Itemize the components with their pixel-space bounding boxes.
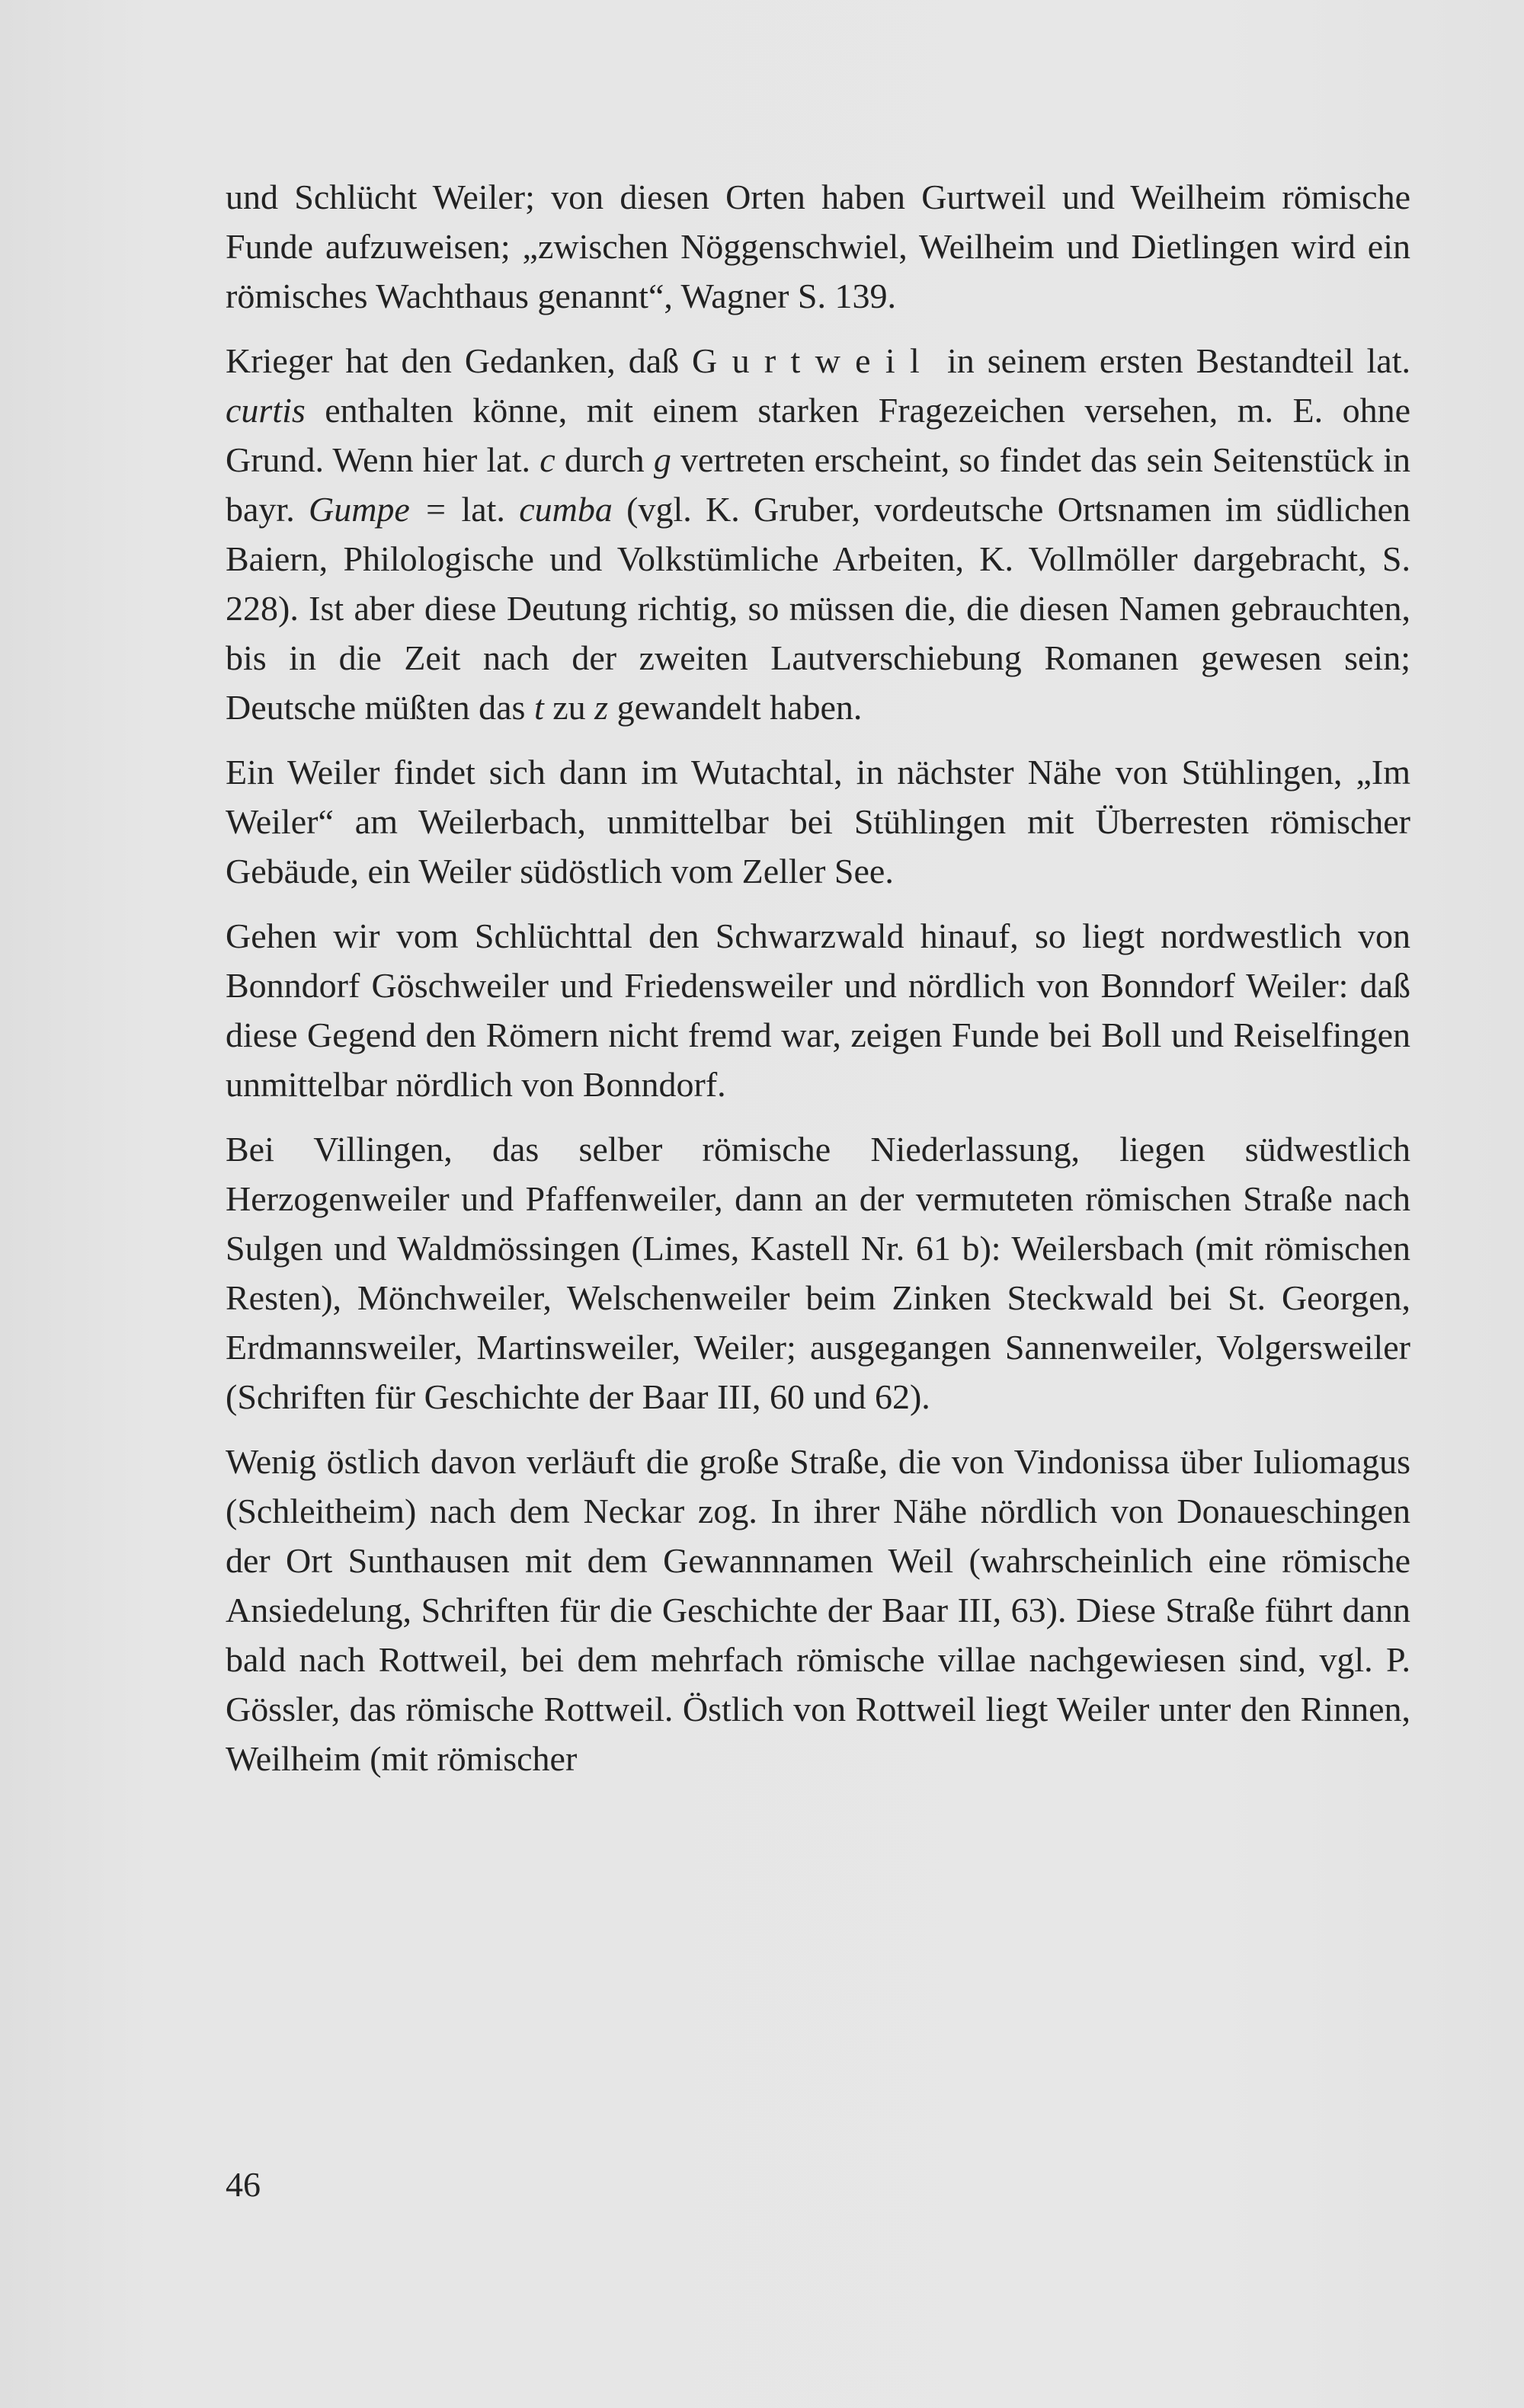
text-run: gewandelt haben. [608,688,863,727]
body-text [226,172,1410,1799]
text-run: lat. [461,490,520,529]
paragraph-4: Gehen wir vom Schlüchttal den Schwarzwald hinauf, so liegt nordwestlich von Bonndorf Göschweiler und Friedensweiler und nördlich von Bonndorf Weiler: daß diese Gegend den Römern nicht fremd war, zeigen Funde bei Boll und Reiselfingen unmittelbar nördlich von Bonndorf. [226,916,1410,1104]
text-run: (vgl. K. Gruber, vordeutsche Ortsnamen im südlichen Baiern, Philologische und Volkstümliche Arbeiten, K. Vollmöller dargebracht, S. 228). Ist aber diese Deutung richtig, so müssen die, die diesen Namen gebrauchten, bis in die Zeit nach der zweiten Lautverschiebung Romanen gewesen sein; Deutsche müßten das [226,490,1410,727]
paragraph-1: und Schlücht Weiler; von diesen Orten haben Gurtweil und Weilheim römische Funde aufzuweisen; „zwischen Nöggenschwiel, Weilheim und Dietlingen wird ein römisches Wachthaus genannt“, Wagner S. 139. [226,177,1410,315]
italic-term: c [539,440,555,479]
italic-term: curtis [226,391,306,430]
text-run: durch [555,440,654,479]
spaced-place-name: Gurtweil [692,341,935,380]
italic-term: g [653,440,671,479]
text-run: in seinem ersten Bestandteil lat. [934,341,1410,380]
paragraph-3: Ein Weiler findet sich dann im Wutachtal, in nächster Nähe von Stühlingen, „Im Weiler“ am Weilerbach, unmittelbar bei Stühlingen mit Überresten römischer Gebäude, ein Weiler südöstlich vom Zeller See. [226,753,1410,891]
paragraph-2 [226,336,1410,732]
text-run: zu [543,688,595,727]
italic-term: cumba [519,490,613,529]
text-run: vertreten erscheint, so findet das sein Seitenstück in bayr. [226,440,1410,529]
paragraph-6: Wenig östlich davon verläuft die große Straße, die von Vindonissa über Iuliomagus (Schleitheim) nach dem Neckar zog. In ihrer Nähe nördlich von Donaueschingen der Ort Sunthausen mit dem Gewannnamen Weil (wahrscheinlich eine römische Ansiedelung, Schriften für die Geschichte der Baar III, 63). Diese Straße führt dann bald nach Rottweil, bei dem mehrfach römische villae nachgewiesen sind, vgl. P. Gössler, das römische Rottweil. Östlich von Rottweil liegt Weiler unter den Rinnen, Weilheim (mit römischer [226,1442,1410,1778]
text-run: enthalten könne, mit einem starken Fragezeichen versehen, m. E. ohne Grund. Wenn hier lat. [226,391,1410,479]
italic-term: t [533,688,544,727]
italic-term: Gumpe = [308,490,462,529]
text-run: Krieger hat den Gedanken, daß [226,341,693,380]
italic-term: z [594,688,609,727]
paragraph-5: Bei Villingen, das selber römische Niederlassung, liegen südwestlich Herzogenweiler und Pfaffenweiler, dann an der vermuteten römischen Straße nach Sulgen und Waldmössingen (Limes, Kastell Nr. 61 b): Weilersbach (mit römischen Resten), Mönchweiler, Welschenweiler beim Zinken Steckwald bei St. Georgen, Erdmannsweiler, Martinsweiler, Weiler; ausgegangen Sannenweiler, Volgersweiler (Schriften für Geschichte der Baar III, 60 und 62). [226,1130,1410,1416]
page-number: 46 [226,2165,261,2204]
